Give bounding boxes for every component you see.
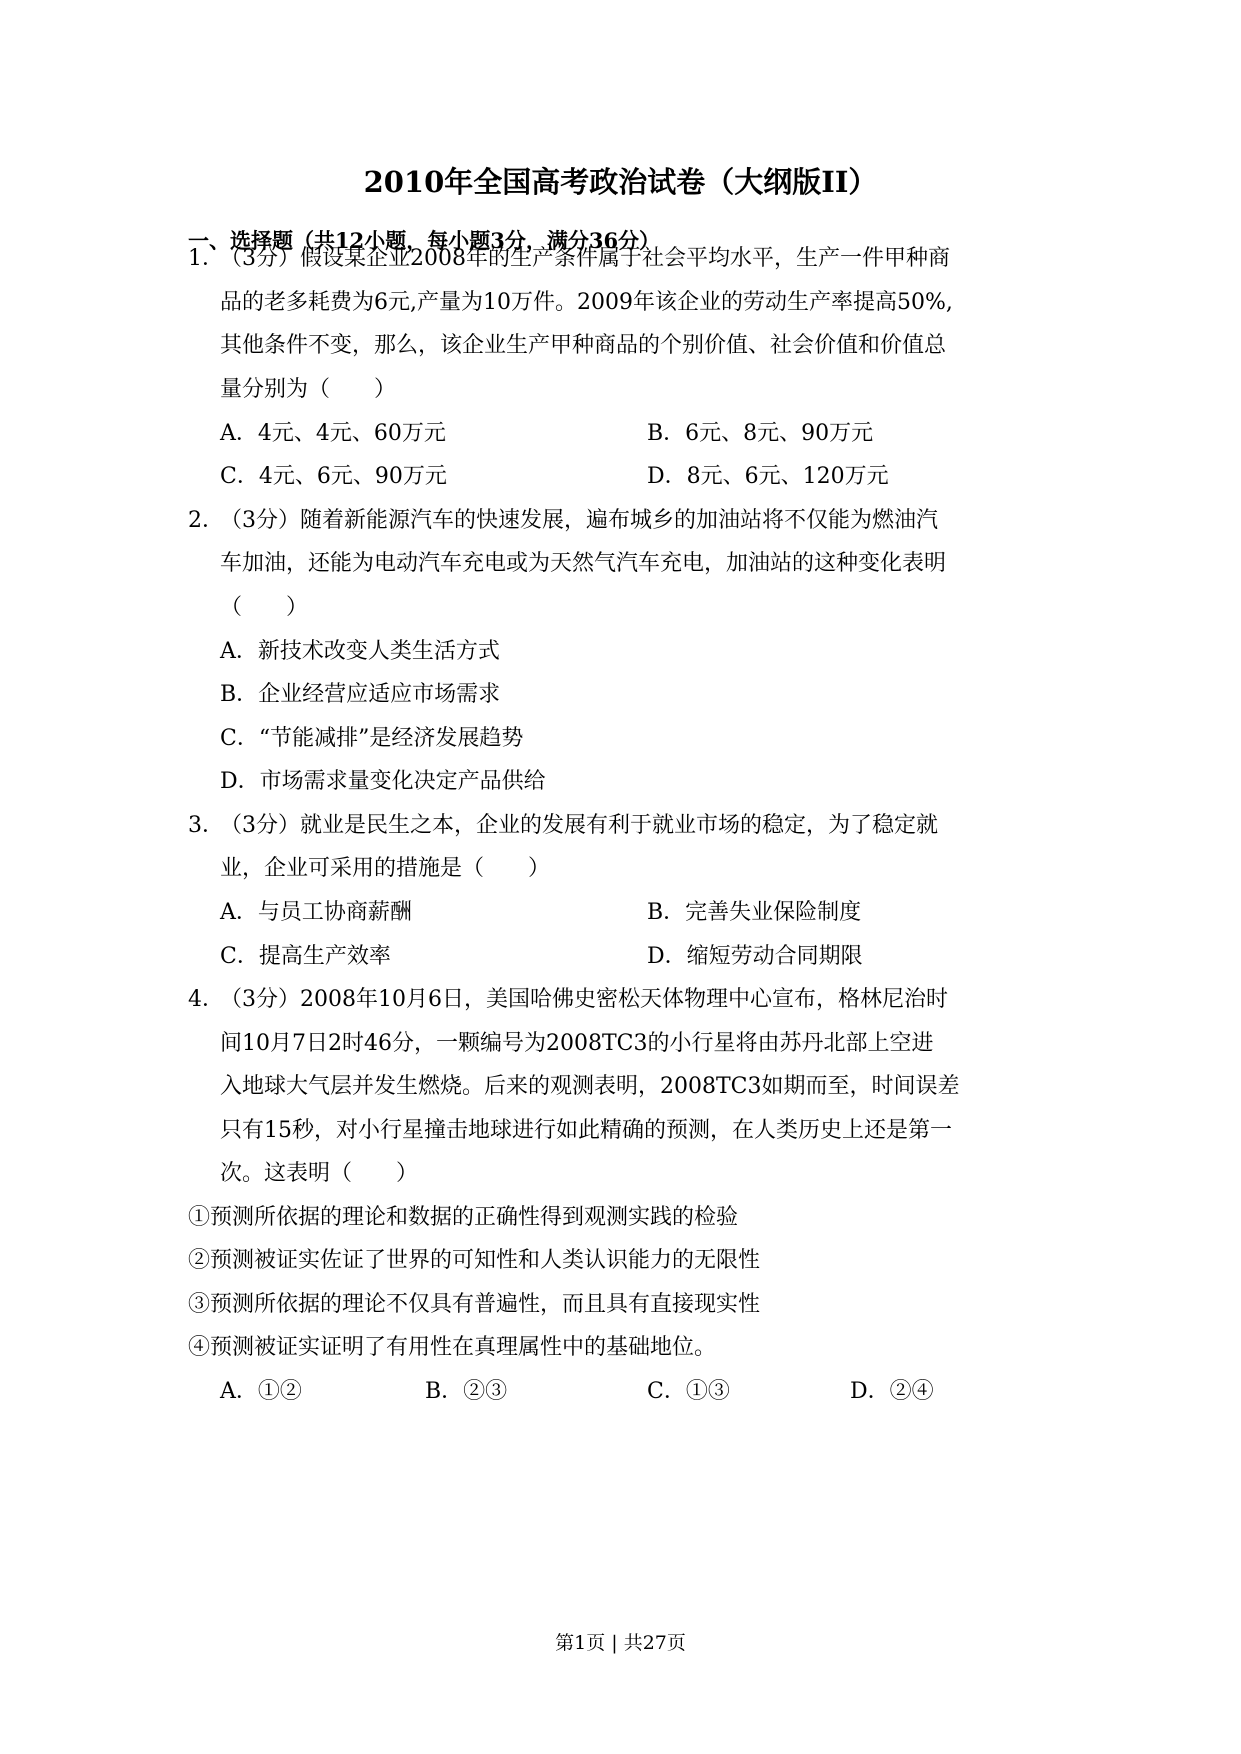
question-text-line: 量分别为（ ） [220, 377, 397, 402]
option-d: D．缩短劳动合同期限 [647, 944, 863, 969]
question-number: 3． [188, 813, 224, 838]
option-a: A．与员工协商薪酬 [220, 900, 412, 925]
question-text-line: 业，企业可采用的措施是（ ） [220, 856, 551, 881]
question-text-line: 次。这表明（ ） [220, 1161, 419, 1186]
question-text-line: 品的老多耗费为6元,产量为10万件。2009年该企业的劳动生产率提高50%, [220, 290, 953, 315]
option-c: C．①③ [647, 1379, 730, 1404]
question-text-line: 只有15秒，对小行星撞击地球进行如此精确的预测，在人类历史上还是第一 [220, 1118, 952, 1143]
option-d: D．②④ [850, 1379, 934, 1404]
option-d: D．市场需求量变化决定产品供给 [220, 769, 546, 794]
option-a: A．4元、4元、60万元 [220, 421, 446, 446]
question-text-line: （3分）就业是民生之本，企业的发展有利于就业市场的稳定，为了稳定就 [220, 813, 938, 838]
option-b: B．6元、8元、90万元 [647, 421, 874, 446]
statement-2: ②预测被证实佐证了世界的可知性和人类认识能力的无限性 [188, 1248, 761, 1273]
statement-4: ④预测被证实证明了有用性在真理属性中的基础地位。 [188, 1335, 717, 1360]
page-footer: 第1页 | 共27页 [555, 1632, 686, 1654]
option-d: D．8元、6元、120万元 [647, 464, 889, 489]
option-b: B．企业经营应适应市场需求 [220, 682, 501, 707]
option-b: B．完善失业保险制度 [647, 900, 862, 925]
question-text-line: （3分）随着新能源汽车的快速发展，遍布城乡的加油站将不仅能为燃油汽 [220, 508, 938, 533]
question-number: 2． [188, 508, 224, 533]
section-heading: 一、选择题（共12小题，每小题3分，满分36分） [188, 228, 661, 253]
question-text-line: 间10月7日2时46分，一颗编号为2008TC3的小行星将由苏丹北部上空进 [220, 1031, 934, 1056]
question-text-line: （3分）2008年10月6日，美国哈佛史密松天体物理中心宣布，格林尼治时 [220, 987, 948, 1012]
option-c: C．“节能减排”是经济发展趋势 [220, 726, 524, 751]
question-number: 4． [188, 987, 224, 1012]
question-text-line: 其他条件不变，那么，该企业生产甲种商品的个别价值、社会价值和价值总 [220, 333, 947, 358]
option-c: C．提高生产效率 [220, 944, 391, 969]
question-text-line: （3分）假设某企业2008年的生产条件属于社会平均水平，生产一件甲种商 [220, 246, 950, 271]
option-c: C．4元、6元、90万元 [220, 464, 447, 489]
statement-3: ③预测所依据的理论不仅具有普遍性，而且具有直接现实性 [188, 1292, 761, 1317]
option-a: A．①② [220, 1379, 302, 1404]
page-title: 2010年全国高考政治试卷（大纲版II） [363, 165, 878, 199]
question-text-line: 车加油，还能为电动汽车充电或为天然气汽车充电，加油站的这种变化表明 [220, 551, 947, 576]
question-text-line: （ ） [220, 595, 309, 620]
statement-1: ①预测所依据的理论和数据的正确性得到观测实践的检验 [188, 1205, 739, 1230]
option-b: B．②③ [425, 1379, 508, 1404]
question-number: 1． [188, 246, 224, 271]
option-a: A．新技术改变人类生活方式 [220, 639, 500, 664]
question-text-line: 入地球大气层并发生燃烧。后来的观测表明，2008TC3如期而至，时间误差 [220, 1074, 960, 1099]
